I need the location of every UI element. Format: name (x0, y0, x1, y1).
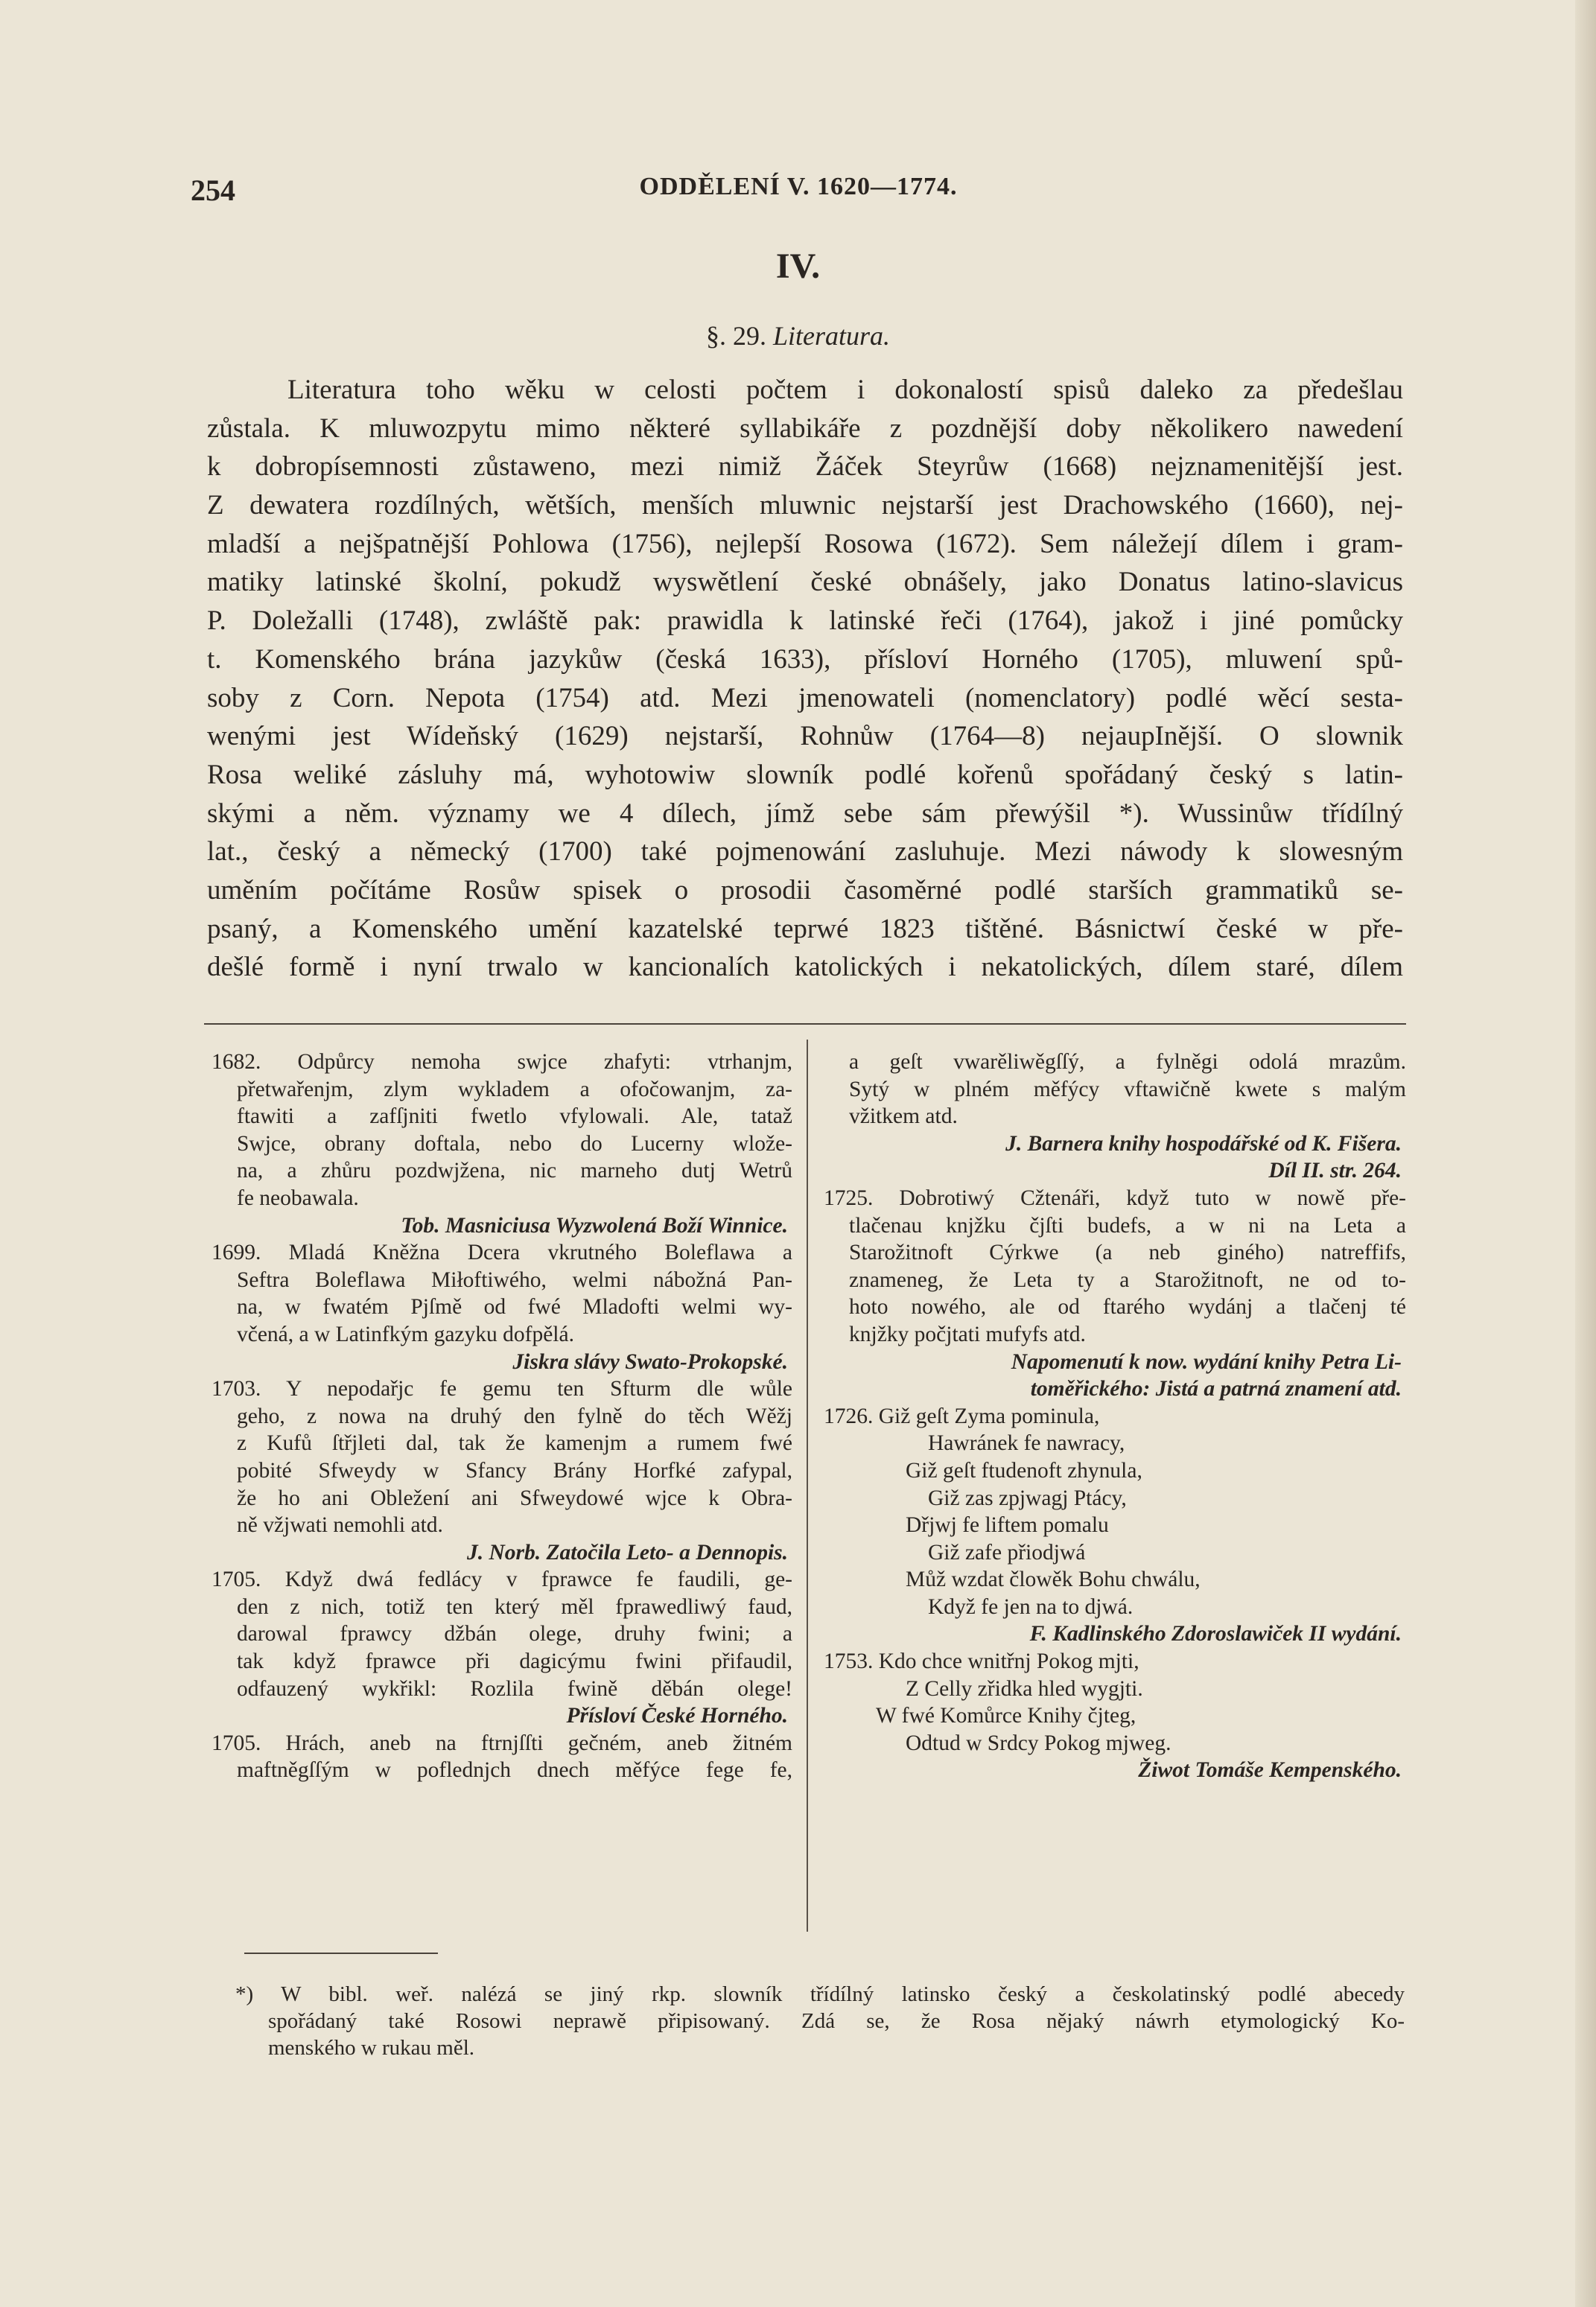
note-line: Giž geſt ftudenoft zhynula, (906, 1458, 1142, 1483)
note-line: den z nich, totiž ten který měl fprawedliwý faud, (237, 1594, 792, 1619)
main-text-line: lat., český a německý (1700) také pojmenowání zasluhuje. Mezi náwody k slowesným (207, 836, 1403, 868)
footnote (235, 1981, 1405, 2061)
main-text-line: uměním počítáme Rosůw spisek o prosodii časoměrné podlé starších grammatiků se- (207, 874, 1403, 906)
section-title: Literatura. (772, 321, 891, 351)
note-line: F. Kadlinského Zdoroslawiček II wydání. (1029, 1622, 1402, 1646)
footnote-line: *) W bibl. weř. nalézá se jiný rkp. slowník třídílný latinsko český a českolatinský podlé abecedy (235, 1982, 1405, 2006)
note-line: tak když fprawce při dagicýmu fwini přifaudil, (237, 1649, 792, 1674)
note-line: Přísloví České Horného. (566, 1704, 788, 1728)
note-line: že ho ani Obležení ani Sfweydowé wjce k Obra- (237, 1486, 792, 1510)
note-line: Dřjwj fe liftem pomalu (906, 1513, 1109, 1538)
main-text-line: mladší a nejšpatnější Pohlowa (1756), nejlepší Rosowa (1672). Sem náležejí dílem i gram- (207, 528, 1403, 559)
note-line: 1699. Mladá Kněžna Dcera vkrutného Boleflawa a (212, 1241, 792, 1265)
note-line: W fwé Komůrce Knihy čjteg, (876, 1704, 1136, 1728)
note-line: Můž wzdat člowěk Bohu chwálu, (906, 1568, 1201, 1592)
note-line: Odtud w Srdcy Pokog mjweg. (906, 1731, 1171, 1755)
note-line: J. Norb. Zatočila Leto- a Dennopis. (466, 1540, 788, 1565)
main-text (207, 371, 1403, 987)
note-line: 1703. Y nepodařjc fe gemu ten Sfturm dle wůle (212, 1377, 792, 1401)
note-line: knjžky počjtati mufyfs atd. (849, 1322, 1086, 1346)
note-line: Jiskra slávy Swato-Prokopské. (512, 1349, 788, 1374)
note-line: Giž zafe přiodjwá (928, 1540, 1086, 1565)
main-text-line: t. Komenského brána jazykůw (česká 1633), přísloví Horného (1705), mluwení spů- (207, 643, 1403, 675)
footnote-line: menského w rukau měl. (268, 2036, 475, 2060)
note-line: tlačenau knjžku čjſti budefs, a w ni na Leta a (849, 1213, 1406, 1238)
note-line: Když fe jen na to djwá. (928, 1594, 1134, 1619)
column-divider (807, 1040, 808, 1932)
main-text-line: Z dewatera rozdílných, wětších, menších mluwnic nejstarší jest Drachowského (1660), nej- (207, 490, 1403, 521)
note-line: hoto nowého, ale od ftarého wydánj a tlačenj té (849, 1295, 1406, 1320)
note-line: vžitkem atd. (849, 1104, 958, 1129)
running-title: ODDĚLENÍ V. 1620—1774. (639, 173, 958, 200)
note-line: Hawránek fe nawracy, (928, 1431, 1125, 1456)
main-text-line: matiky latinské školní, pokudž wyswětlení české obnášely, jako Donatus latino-slavicus (207, 567, 1403, 598)
note-line: 1725. Dobrotiwý Cžtenáři, když tuto w nowě pře- (824, 1186, 1406, 1210)
note-line: na, a zhůru pozdwjžena, nic marneho dutj Wetrů (237, 1159, 792, 1183)
note-line: a geſt vwarěliwěgſſý, a fylněgi odolá mrazům. (849, 1050, 1406, 1074)
note-line: Z Celly zřidka hled wygjti. (906, 1676, 1143, 1701)
note-line: toměřického: Jistá a patrná znamení atd. (1030, 1377, 1402, 1401)
note-line: maftněgſſým w poflednjch dnech měfýce fege fe, (237, 1758, 792, 1783)
note-line: na, w fwatém Pjſmě od fwé Mladofti welmi wy- (237, 1295, 792, 1320)
note-line: Giž zas zpjwagj Ptácy, (928, 1486, 1127, 1510)
main-text-line: skými a něm. významy we 4 dílech, jímž sebe sám přewýšil *). Wussinůw třídílný (207, 798, 1403, 829)
note-line: Díl II. str. 264. (1268, 1159, 1402, 1183)
main-text-line: zůstala. K mluwozpytu mimo některé syllabikáře z pozdnější doby několikero nawedení (207, 413, 1403, 444)
main-text-line: Rosa weliké zásluhy má, wyhotowiw slowník podlé kořenů spořádaný český s latin- (207, 759, 1403, 790)
note-line: včená, a w Latinfkým gazyku dofpělá. (237, 1322, 574, 1346)
section-heading (0, 320, 1596, 351)
left-column-notes (212, 1049, 792, 1784)
note-line: Swjce, obrany doftala, nebo do Lucerny wlože- (237, 1131, 792, 1156)
note-line: fe neobawala. (237, 1186, 359, 1210)
note-line: 1726. Giž geſt Zyma pominula, (824, 1404, 1100, 1428)
note-line: geho, z nowa na druhý den fylně do těch Wěžj (237, 1404, 792, 1428)
note-line: Starožitnoft Cýrkwe (a neb giného) natreffifs, (849, 1241, 1406, 1265)
section-number: §. 29. (705, 321, 766, 351)
note-line: 1753. Kdo chce wnitřnj Pokog mjti, (824, 1649, 1139, 1674)
main-text-line: psaný, a Komenského umění kazatelské teprwé 1823 tištěné. Básnictwí české w pře- (207, 913, 1403, 944)
note-line: odfauzený wykřikl: Rozlila fwině děbán olege! (237, 1676, 792, 1701)
running-header (191, 173, 1406, 206)
note-line: z Kufů ſtřjleti dal, tak že kamenjm a rumem fwé (237, 1431, 792, 1456)
chapter-number: IV. (775, 246, 821, 286)
main-text-line: dešlé formě i nyní trwalo w kancionalích katolických i nekatolických, dílem staré, dílem (207, 952, 1403, 983)
note-line: přetwařenjm, zlym wykladem a ofočowanjm, za- (237, 1077, 792, 1101)
main-text-line: k dobropísemnosti zůstaweno, mezi nimiž Žáček Steyrůw (1668) nejznamenitější jest. (207, 451, 1403, 483)
main-text-line: P. Doležalli (1748), zwláště pak: prawidla k latinské řeči (1764), jakož i jiné pomůcky (207, 605, 1403, 637)
note-line: Napomenutí k now. wydání knihy Petra Li- (1011, 1349, 1402, 1374)
note-line: znameneg, že Leta ty a Starožitnoft, ne od to- (849, 1267, 1406, 1292)
note-line: Tob. Masniciusa Wyzwolená Boží Winnice. (401, 1213, 788, 1238)
page-number: 254 (191, 174, 235, 207)
main-text-divider (204, 1023, 1406, 1025)
note-line: pobité Sfweydy w Sfancy Brány Horfké zafypal, (237, 1458, 792, 1483)
note-line: Sytý w plném měfýcy vftawičně kwete s malým (849, 1077, 1406, 1101)
main-text-line: wenými jest Wídeňský (1629) nejstarší, Rohnůw (1764—8) nejaupInější. O slownik (207, 721, 1403, 752)
note-line: ně vžjwati nemohli atd. (237, 1513, 443, 1538)
note-line: 1705. Když dwá fedlácy v fprawce fe faudili, ge- (212, 1568, 792, 1592)
note-line: darowal fprawcy džbán olege, druhy fwini; a (237, 1622, 792, 1646)
note-line: Žiwot Tomáše Kempenského. (1138, 1758, 1402, 1783)
note-line: 1682. Odpůrcy nemoha swjce zhafyti: vtrhanjm, (212, 1050, 792, 1074)
note-line: J. Barnera knihy hospodářské od K. Fišera. (1005, 1131, 1402, 1156)
note-line: 1705. Hrách, aneb na ftrnjſſti gečném, aneb žitném (212, 1731, 792, 1755)
footnote-divider (244, 1953, 438, 1954)
note-line: Seftra Boleflawa Miłoftiwého, welmi nábožná Pan- (237, 1267, 792, 1292)
footnote-line: spořádaný také Rosowi neprawě připisowaný. Zdá se, že Rosa nějaký náwrh etymologický Ko- (268, 2009, 1405, 2033)
note-line: ftawiti a zafſjniti fwetlo vfylowali. Ale, tataž (237, 1104, 792, 1129)
main-text-line: soby z Corn. Nepota (1754) atd. Mezi jmenowateli (nomenclatory) podlé wěcí sesta- (207, 682, 1403, 713)
right-column-notes (824, 1049, 1406, 1784)
main-text-line: Literatura toho wěku w celosti počtem i dokonalostí spisů daleko za předešlau (287, 375, 1403, 405)
